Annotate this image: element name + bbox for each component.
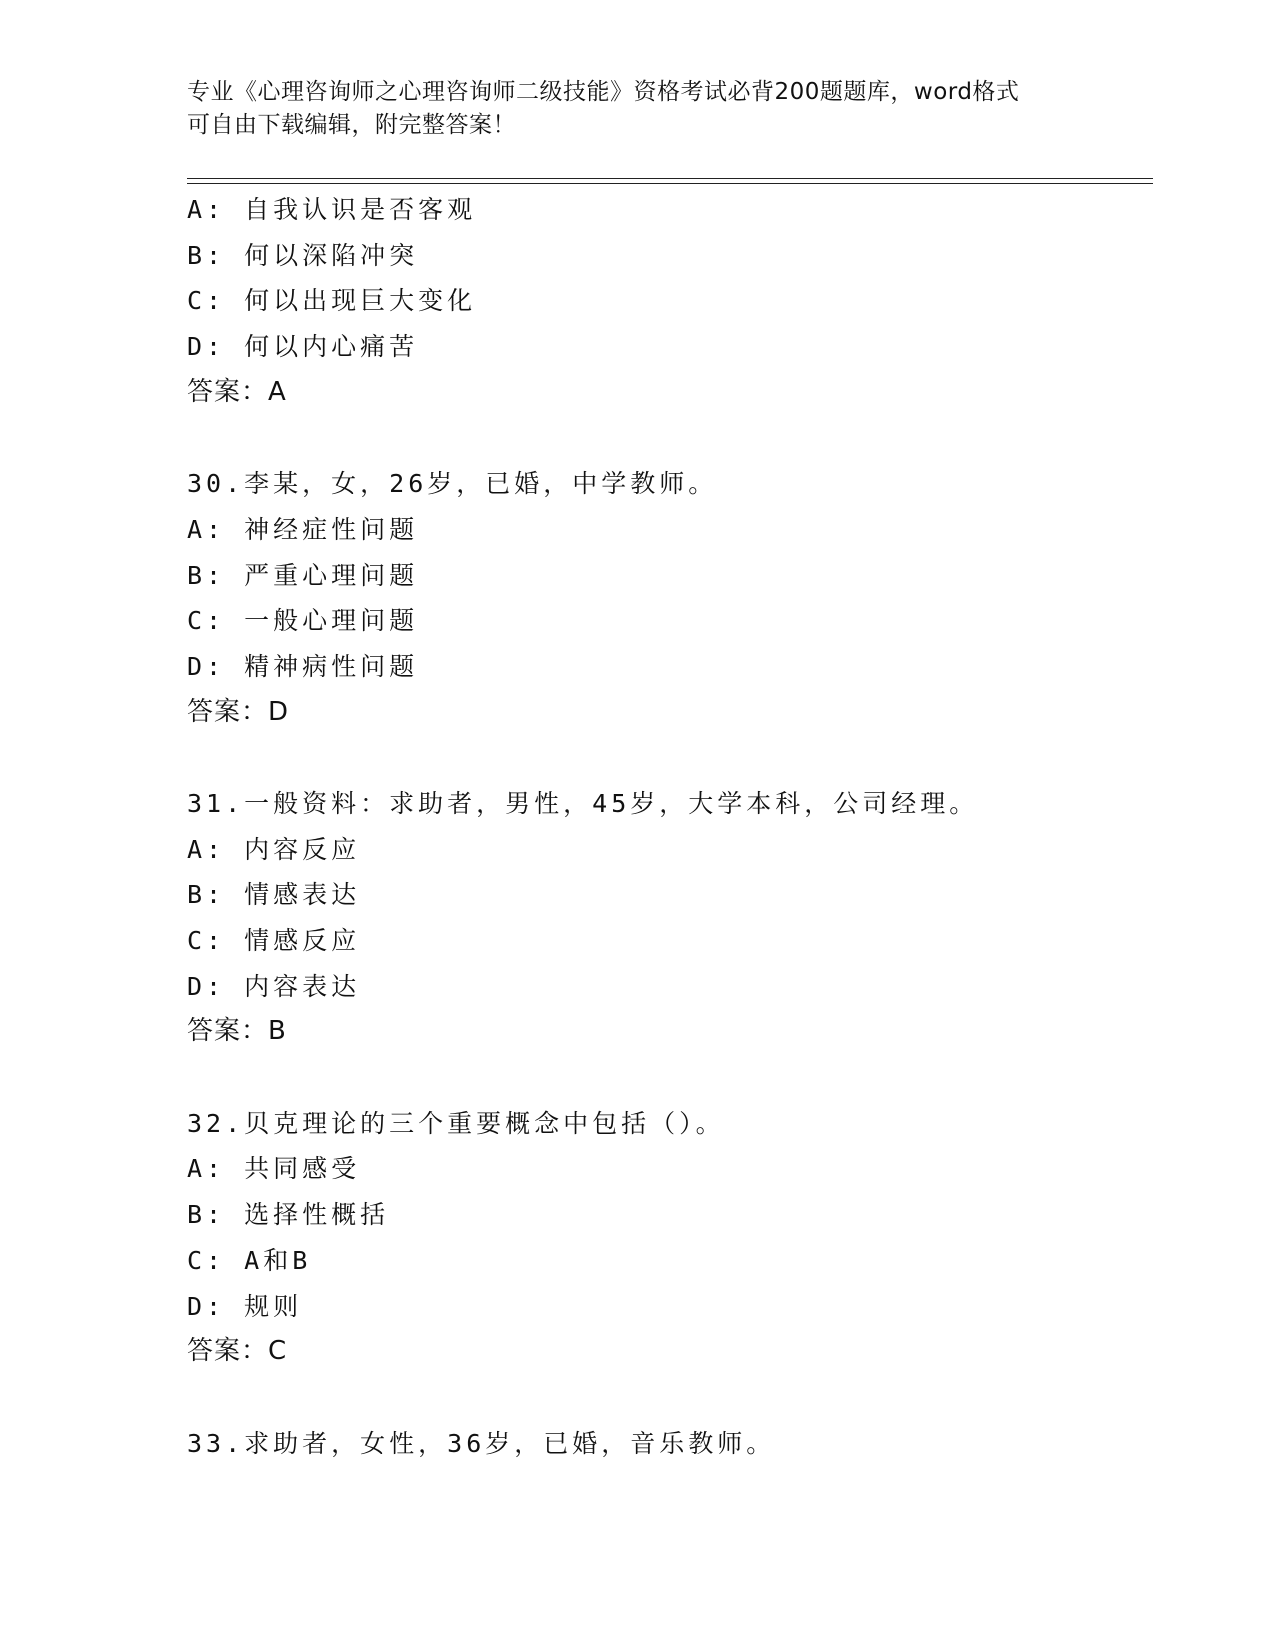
- option-a: A: 神经症性问题: [187, 514, 419, 544]
- question-30: [187, 461, 1147, 735]
- option-d: D: 精神病性问题: [187, 651, 419, 681]
- question-29: [187, 187, 1147, 415]
- option-a: A: 共同感受: [187, 1154, 361, 1184]
- option-a: A: 内容反应: [187, 834, 361, 864]
- question-33: [187, 1421, 1147, 1467]
- answer-line: 答案：A: [187, 376, 287, 407]
- option-b: B: 选择性概括: [187, 1200, 390, 1230]
- spacer: [187, 1375, 1147, 1421]
- option-b: B: 何以深陷冲突: [187, 240, 419, 270]
- question-stem: 30.李某，女，26岁，已婚，中学教师。: [187, 469, 718, 499]
- spacer: [187, 735, 1147, 781]
- spacer: [187, 415, 1147, 461]
- answer-line: 答案：B: [187, 1016, 287, 1047]
- option-d: D: 何以内心痛苦: [187, 332, 419, 362]
- option-d: D: 规则: [187, 1291, 303, 1321]
- option-c: C: 何以出现巨大变化: [187, 286, 477, 316]
- answer-line: 答案：D: [187, 696, 290, 727]
- question-31: [187, 781, 1147, 1055]
- question-stem: 33.求助者，女性，36岁，已婚，音乐教师。: [187, 1428, 776, 1458]
- answer-line: 答案：C: [187, 1336, 288, 1367]
- option-c: C: A和B: [187, 1245, 312, 1275]
- option-a: A: 自我认识是否客观: [187, 195, 477, 224]
- question-stem: 31.一般资料：求助者，男性，45岁，大学本科，公司经理。: [187, 788, 979, 818]
- option-d: D: 内容表达: [187, 971, 361, 1001]
- option-b: B: 严重心理问题: [187, 560, 419, 590]
- option-c: C: 情感反应: [187, 926, 361, 955]
- question-stem: 32.贝克理论的三个重要概念中包括（）。: [187, 1108, 725, 1138]
- header-title-line-2: 可自由下载编辑，附完整答案！: [187, 112, 516, 138]
- document-header: [187, 76, 1087, 142]
- option-b: B: 情感表达: [187, 880, 361, 910]
- header-divider-bottom: [187, 183, 1153, 184]
- option-c: C: 一般心理问题: [187, 606, 419, 636]
- header-title-line-1: 专业《心理咨询师之心理咨询师二级技能》资格考试必背200题题库，word格式: [187, 79, 1020, 105]
- question-list: [187, 187, 1147, 1466]
- header-divider-top: [187, 178, 1153, 179]
- question-32: [187, 1101, 1147, 1375]
- spacer: [187, 1055, 1147, 1101]
